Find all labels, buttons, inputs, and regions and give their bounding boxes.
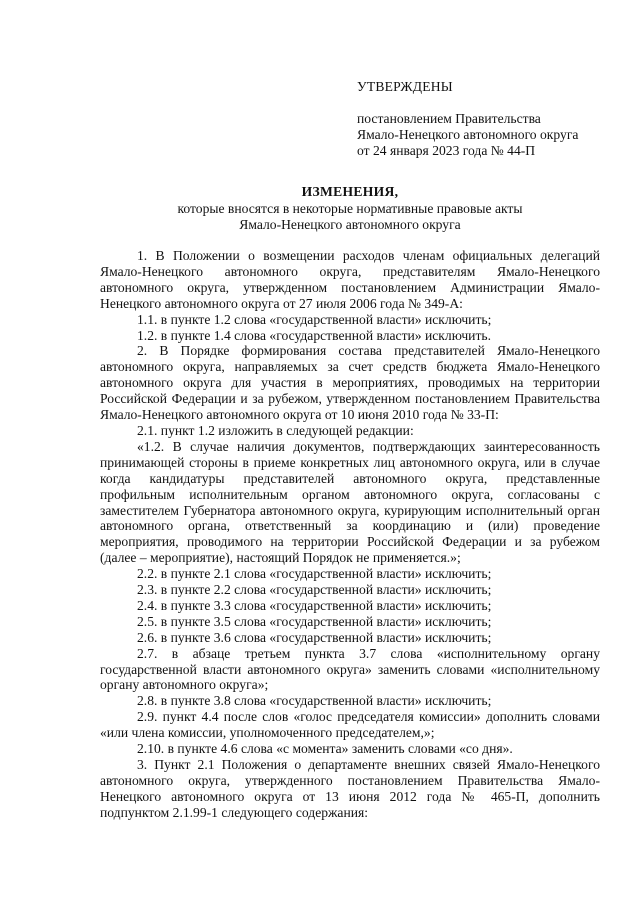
paragraph: 2.1. пункт 1.2 изложить в следующей редакции: <box>137 422 414 438</box>
document-subtitle: которые вносятся в некоторые нормативные правовые акты <box>177 201 523 216</box>
paragraph: «1.2. В случае наличия документов, подтверждающих заинтересованность принимающей стороны в приеме конкретных лиц автономного округа, или в случае когда кандидатуры представителей автономного округа, представленные профильным исполнительным органом автономного округа, согласованы с заместителем Губернатора автономного округа, курирующим исполнительный орган автономного органа, ответственный за координацию и (или) проведение мероприятия, проводимого на территории Российской Федерации и за рубежом (далее – мероприятие), настоящий Порядок не применяется.»; <box>100 438 600 566</box>
document-title: ИЗМЕНЕНИЯ, <box>301 184 399 199</box>
approval-line: от 24 января 2023 года № 44-П <box>357 143 536 158</box>
paragraph: 2.3. в пункте 2.2 слова «государственной власти» исключить; <box>137 582 492 598</box>
paragraph: 2.4. в пункте 3.3 слова «государственной власти» исключить; <box>137 597 492 613</box>
paragraph: 3. Пункт 2.1 Положения о департаменте внешних связей Ямало-Ненецкого автономного округа, утвержденного постановлением Правительства Ямало-Ненецкого автономного округа от 13 июня 2012 года № 465-П, дополнить подпунктом 2.1.99-1 следующего содержания: <box>100 757 600 820</box>
document-subtitle: Ямало-Ненецкого автономного округа <box>239 217 461 232</box>
approval-title: УТВЕРЖДЕНЫ <box>357 79 453 94</box>
approval-line: постановлением Правительства <box>357 111 541 126</box>
paragraph: 2.10. в пункте 4.6 слова «с момента» заменить словами «со дня». <box>137 741 513 757</box>
document-body <box>100 248 600 821</box>
paragraph: 2.8. в пункте 3.8 слова «государственной власти» исключить; <box>137 693 492 709</box>
paragraph: 2.6. в пункте 3.6 слова «государственной власти» исключить; <box>137 629 492 645</box>
paragraph: 1.1. в пункте 1.2 слова «государственной власти» исключить; <box>137 311 492 327</box>
paragraph: 2.7. в абзаце третьем пункта 3.7 слова «исполнительному органу государственной власти автономного округа» заменить словами «исполнительному органу автономного округа»; <box>100 645 600 693</box>
paragraph: 2.9. пункт 4.4 после слов «голос председателя комиссии» дополнить словами «или члена комиссии, уполномоченного председателем,»; <box>100 709 600 741</box>
approval-line: Ямало-Ненецкого автономного округа <box>357 127 579 142</box>
paragraph: 1.2. в пункте 1.4 слова «государственной власти» исключить. <box>137 327 491 343</box>
paragraph: 1. В Положении о возмещении расходов членам официальных делегаций Ямало-Ненецкого автономного округа, представителям Ямало-Ненецкого автономного округа, утвержденном постановлением Администрации Ямало-Ненецкого автономного округа от 27 июля 2006 года № 349-А: <box>100 248 600 311</box>
approval-block <box>357 79 627 159</box>
document-heading <box>100 184 600 233</box>
paragraph: 2.2. в пункте 2.1 слова «государственной власти» исключить; <box>137 566 492 582</box>
paragraph: 2.5. в пункте 3.5 слова «государственной власти» исключить; <box>137 613 492 629</box>
paragraph: 2. В Порядке формирования состава представителей Ямало-Ненецкого автономного округа, направляемых за счет средств бюджета Ямало-Ненецкого автономного округа для участия в мероприятиях, проводимых на территории Российской Федерации и за рубежом, утвержденном постановлением Правительства Ямало-Ненецкого автономного округа от 10 июня 2010 года № 33-П: <box>100 343 600 423</box>
